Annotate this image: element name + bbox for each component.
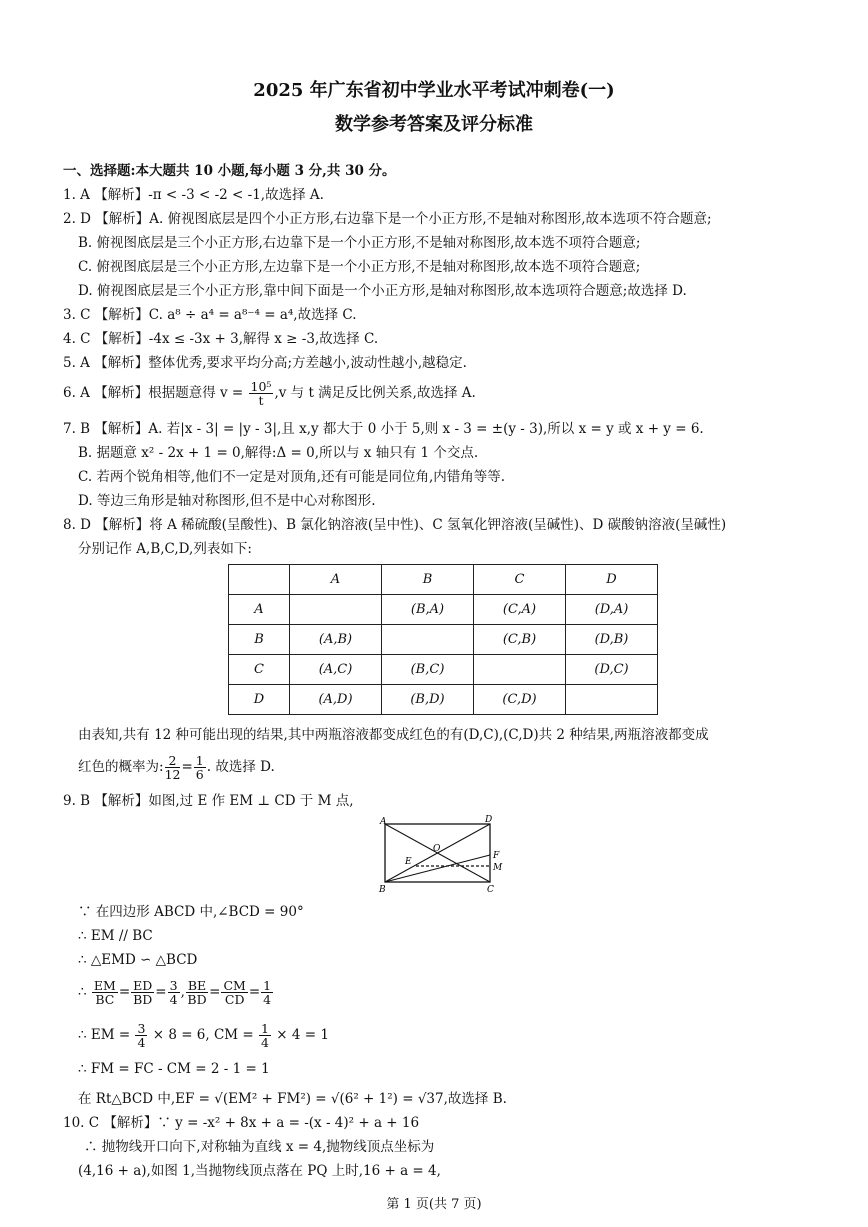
fraction-numerator: CM <box>223 978 246 993</box>
table-row <box>229 655 658 685</box>
table-cell: C <box>229 655 290 685</box>
answer-q7: 7. B 【解析】A. 若|x - 3| = |y - 3|,且 x,y 都大于 0 小于 5,则 x - 3 = ±(y - 3),所以 x = y 或 x + y = 6. <box>63 421 704 437</box>
answer-q8-d-pre: 红色的概率为: <box>78 759 164 775</box>
answer-q8-b: 分别记作 A,B,C,D,列表如下: <box>78 541 252 557</box>
table-row <box>229 685 658 715</box>
table-cell <box>290 595 382 625</box>
fraction <box>259 1022 271 1049</box>
table-cell: (C,A) <box>474 595 566 625</box>
answer-q10-c: (4,16 + a),如图 1,当抛物线顶点落在 PQ 上时,16 + a = 4, <box>78 1163 441 1179</box>
answer-q9-a: ∵ 在四边形 ABCD 中,∠BCD = 90° <box>78 904 304 920</box>
table-cell: (A,C) <box>290 655 382 685</box>
table-cell: B <box>382 565 474 595</box>
fraction <box>261 979 273 1006</box>
answer-q7-c: C. 若两个锐角相等,他们不一定是对顶角,还有可能是同位角,内错角等等. <box>78 469 506 485</box>
fraction-numerator: 1 <box>261 1021 269 1036</box>
fraction-denominator: BD <box>187 992 207 1007</box>
fraction-denominator: 4 <box>261 1035 269 1050</box>
fraction-numerator: BE <box>187 978 207 993</box>
answer-q8: 8. D 【解析】将 A 稀硫酸(呈酸性)、B 氯化钠溶液(呈中性)、C 氢氧化钾溶液(呈碱性)、D 碳酸钠溶液(呈碱性) <box>63 517 727 533</box>
figure-label: E <box>405 857 412 867</box>
table-row <box>229 595 658 625</box>
answer-q10-b: ∴ 抛物线开口向下,对称轴为直线 x = 4,抛物线顶点坐标为 <box>84 1139 435 1155</box>
table-cell: (A,D) <box>290 685 382 715</box>
answer-q8-c: 由表知,共有 12 种可能出现的结果,其中两瓶溶液都变成红色的有(D,C),(C,D)共 2 种结果,两瓶溶液都变成 <box>78 727 709 743</box>
table-cell: (C,D) <box>474 685 566 715</box>
fraction-denominator: BD <box>133 992 153 1007</box>
table-cell: A <box>229 595 290 625</box>
answer-q7-d: D. 等边三角形是轴对称图形,但不是中心对称图形. <box>78 493 376 509</box>
table-cell: (D,A) <box>566 595 658 625</box>
results-table <box>228 564 658 715</box>
fraction <box>186 979 208 1006</box>
table-cell: (D,B) <box>566 625 658 655</box>
answer-q6-post: ,v 与 t 满足反比例关系,故选择 A. <box>274 385 476 401</box>
answer-q2-d: D. 俯视图底层是三个小正方形,靠中间下面是一个小正方形,是轴对称图形,故本选项符合题意;故选择 D. <box>78 283 687 299</box>
answer-q6 <box>63 378 476 408</box>
figure-label: B <box>379 885 386 894</box>
answer-q9-e-text: ∴ EM = <box>78 1027 131 1043</box>
answer-q9-b: ∴ EM // BC <box>78 928 153 944</box>
segment-bf <box>385 855 490 882</box>
figure-label: M <box>493 863 503 873</box>
fraction <box>194 754 206 781</box>
fraction <box>135 1022 147 1049</box>
fraction-numerator: ED <box>133 978 153 993</box>
fraction-denominator: 12 <box>164 767 181 782</box>
doc-title: 2025 年广东省初中学业水平考试冲刺卷(一) <box>253 80 615 101</box>
section-heading: 一、选择题:本大题共 10 小题,每小题 3 分,共 30 分。 <box>63 163 396 179</box>
fraction <box>168 979 180 1006</box>
table-cell <box>382 625 474 655</box>
answer-q2: 2. D 【解析】A. 俯视图底层是四个小正方形,右边靠下是一个小正方形,不是轴对称图形,故本选项不符合题意; <box>63 211 712 227</box>
answer-q6-pre: 6. A 【解析】根据题意得 v = <box>63 385 244 401</box>
fraction-numerator: 3 <box>137 1021 146 1036</box>
fraction-denominator: 4 <box>137 1035 146 1050</box>
figure-label: A <box>380 817 387 827</box>
figure-label: O <box>433 844 441 854</box>
fraction-denominator: t <box>258 393 264 408</box>
figure-label: C <box>487 885 494 894</box>
answer-q5: 5. A 【解析】整体优秀,要求平均分高;方差越小,波动性越小,越稳定. <box>63 355 467 371</box>
fraction <box>165 754 181 781</box>
answer-q9-e-text: × 4 = 1 <box>276 1027 329 1043</box>
therefore-symbol: ∴ <box>78 984 87 1000</box>
answer-q9: 9. B 【解析】如图,过 E 作 EM ⊥ CD 于 M 点, <box>63 793 354 809</box>
answer-q2-b: B. 俯视图底层是三个小正方形,右边靠下是一个小正方形,不是轴对称图形,故本选不项符合题意; <box>78 235 641 251</box>
table-row <box>229 625 658 655</box>
fraction <box>92 979 118 1006</box>
fraction-denominator: CD <box>224 992 245 1007</box>
answer-q3: 3. C 【解析】C. a⁸ ÷ a⁴ = a⁸⁻⁴ = a⁴,故选择 C. <box>63 307 357 323</box>
table-cell: (A,B) <box>290 625 382 655</box>
equals-sign: = <box>181 759 193 775</box>
fraction <box>221 979 247 1006</box>
answer-q6-fraction <box>249 380 274 407</box>
table-cell: D <box>229 685 290 715</box>
answer-q9-g: 在 Rt△BCD 中,EF = √(EM² + FM²) = √(6² + 1²) = √37,故选择 B. <box>78 1091 507 1107</box>
fraction-numerator: 3 <box>169 978 178 993</box>
answer-q10: 10. C 【解析】∵ y = -x² + 8x + a = -(x - 4)² + a + 16 <box>63 1115 420 1131</box>
table-cell: A <box>290 565 382 595</box>
answer-q8-d <box>78 752 275 782</box>
figure-label: D <box>485 815 493 825</box>
table-cell: (B,C) <box>382 655 474 685</box>
table-cell: (C,B) <box>474 625 566 655</box>
fraction-numerator: 10⁵ <box>250 379 272 394</box>
fraction-numerator: 1 <box>263 978 272 993</box>
figure-label: F <box>493 851 500 861</box>
table-header-row <box>229 565 658 595</box>
table-cell <box>474 655 566 685</box>
table-cell: (B,D) <box>382 685 474 715</box>
answer-q4: 4. C 【解析】-4x ≤ -3x + 3,解得 x ≥ -3,故选择 C. <box>63 331 379 347</box>
doc-subtitle: 数学参考答案及评分标准 <box>335 114 533 135</box>
answer-q9-ratios: ∴ $\frac{EM}{BC}$ = $\frac{ED}{BD}$ = $\frac{3}{4}$ , $\frac{BE}{BD}$ = $\frac{CM}{CD}$ = $\frac{1}{4}$ <box>78 978 272 1007</box>
page-footer: 第 1 页(共 7 页) <box>386 1197 482 1212</box>
fraction-numerator: EM <box>93 978 116 993</box>
answer-q9-f: ∴ FM = FC - CM = 2 - 1 = 1 <box>78 1061 270 1077</box>
answer-q9-e-text: × 8 = 6, CM = <box>152 1027 254 1043</box>
table-cell: C <box>474 565 566 595</box>
answer-q8-d-post: . 故选择 D. <box>206 759 275 775</box>
fraction <box>131 979 154 1006</box>
table-cell: (B,A) <box>382 595 474 625</box>
table-cell: D <box>566 565 658 595</box>
geometry-figure <box>375 814 505 894</box>
table-cell <box>566 685 658 715</box>
answer-q9-em <box>78 1018 329 1052</box>
table-cell <box>229 565 290 595</box>
fraction-denominator: 4 <box>169 992 178 1007</box>
fraction-denominator: 6 <box>195 767 204 782</box>
table-cell: B <box>229 625 290 655</box>
answer-q9-c: ∴ △EMD ∽ △BCD <box>78 952 198 968</box>
answer-q7-b: B. 据题意 x² - 2x + 1 = 0,解得:Δ = 0,所以与 x 轴只有 1 个交点. <box>78 445 479 461</box>
fraction-numerator: 1 <box>195 753 204 768</box>
table-cell: (D,C) <box>566 655 658 685</box>
fraction-denominator: BC <box>95 992 115 1007</box>
answer-q2-c: C. 俯视图底层是三个小正方形,左边靠下是一个小正方形,不是轴对称图形,故本选不项符合题意; <box>78 259 641 275</box>
answer-q1: 1. A 【解析】-π < -3 < -2 < -1,故选择 A. <box>63 187 324 203</box>
fraction-numerator: 2 <box>165 754 181 768</box>
fraction-denominator: 4 <box>263 992 272 1007</box>
